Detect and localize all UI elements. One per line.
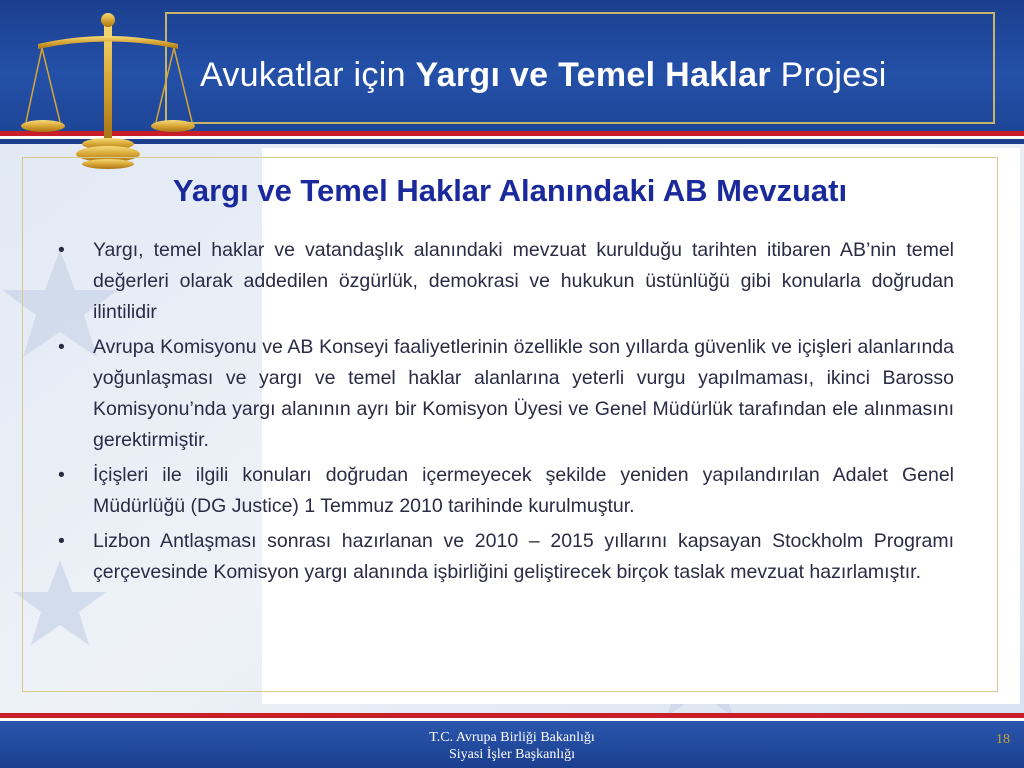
footer-department: Siyasi İşler Başkanlığı: [449, 747, 575, 762]
project-title-bold: Yargı ve Temel Haklar: [415, 56, 771, 94]
project-title-suffix: Projesi: [770, 56, 887, 94]
project-title: [200, 56, 887, 95]
bullet-item: • Yargı, temel haklar ve vatandaşlık alanındaki mevzuat kurulduğu tarihten itibaren AB’nin temel değerleri olarak addedilen özgürlük, demokrasi ve hukukun üstünlüğü gibi konularla doğrudan ilintilidir: [56, 235, 954, 328]
bullet-item: • Lizbon Antlaşması sonrası hazırlanan ve 2010 – 2015 yıllarını kapsayan Stockholm Programı çerçevesinde Komisyon yargı alanında işbirliğini geliştirecek birçok taslak mevzuat hazırlamıştır.: [56, 526, 954, 588]
bullet-list: [56, 235, 954, 592]
scales-of-justice-icon: [18, 4, 198, 174]
bullet-item: • İçişleri ile ilgili konuları doğrudan içermeyecek şekilde yeniden yapılandırılan Adalet Genel Müdürlüğü (DG Justice) 1 Temmuz 2010 tarihinde kurulmuştur.: [56, 460, 954, 522]
page-number: 18: [996, 732, 1010, 747]
project-title-prefix: Avukatlar için: [200, 56, 416, 94]
bullet-item: • Avrupa Komisyonu ve AB Konseyi faaliyetlerinin özellikle son yıllarda güvenlik ve içişleri alanlarında yoğunlaşması ve yargı ve temel haklar alanlarına yeterli vurgu yapılmaması, ikinci Barosso Komisyonu’nda yargı alanının ayrı bir Komisyon Üyesi ve Genel Müdürlük tarafından ele alınmasını gerektirmiştir.: [56, 332, 954, 456]
footer-org: [0, 729, 1024, 763]
slide-title: Yargı ve Temel Haklar Alanındaki AB Mevzuatı: [172, 173, 848, 208]
footer-ministry: T.C. Avrupa Birliği Bakanlığı: [429, 730, 595, 745]
